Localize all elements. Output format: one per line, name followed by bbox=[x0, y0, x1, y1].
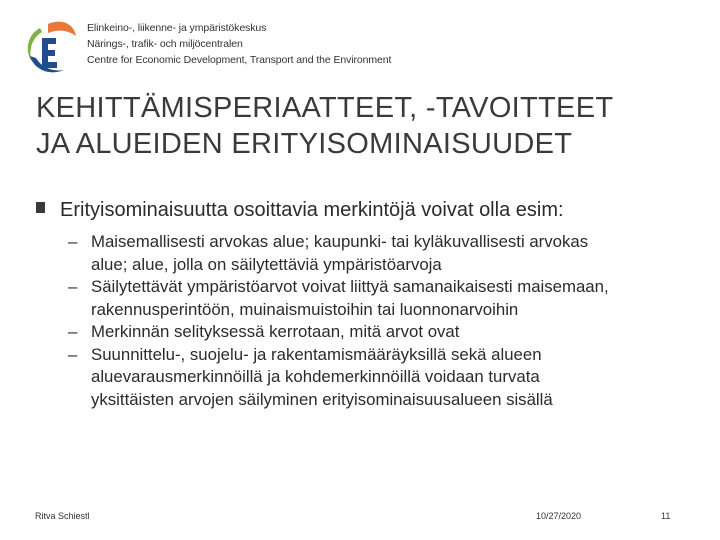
dash-bullet: – bbox=[68, 322, 78, 341]
org-names bbox=[87, 20, 391, 68]
ely-logo-mark bbox=[18, 16, 78, 78]
sub-bullet-line: aluevarausmerkinnöillä ja kohdemerkinnöillä voidaan turvata bbox=[91, 367, 540, 386]
slide-title-line: JA ALUEIDEN ERITYISOMINAISUUDET bbox=[36, 128, 573, 160]
slide-title bbox=[36, 90, 696, 162]
dash-bullet: – bbox=[68, 277, 78, 296]
footer-date: 10/27/2020 bbox=[536, 511, 582, 521]
sub-bullet-line: Säilytettävät ympäristöarvot voivat liittyä samanaikaisesti maisemaan, bbox=[91, 277, 609, 296]
sub-bullet-line: Suunnittelu-, suojelu- ja rakentamismääräyksillä sekä alueen bbox=[91, 344, 542, 364]
sub-bullet-line: rakennusperintöön, muinaismuistoihin tai luonnonarvoihin bbox=[91, 299, 519, 319]
sub-bullet-line: yksittäisten arvojen säilyminen erityisominaisuusalueen sisällä bbox=[91, 389, 553, 409]
sub-bullet bbox=[68, 321, 718, 344]
dash-bullet: – bbox=[68, 232, 78, 251]
footer-page-number: 11 bbox=[661, 511, 671, 521]
square-bullet-icon bbox=[36, 202, 45, 213]
sub-bullet-list bbox=[68, 231, 718, 411]
sub-bullet bbox=[68, 344, 718, 412]
dash-bullet: – bbox=[68, 344, 78, 364]
sub-bullet-line: alue; alue, jolla on säilytettäviä ympäristöarvoja bbox=[91, 254, 442, 274]
sub-bullet-line: Maisemallisesti arvokas alue; kaupunki- tai kyläkuvallisesti arvokas bbox=[91, 232, 589, 251]
org-name-fi: Elinkeino-, liikenne- ja ympäristökeskus bbox=[87, 22, 267, 34]
sub-bullet-line: Merkinnän selityksessä kerrotaan, mitä arvot ovat bbox=[91, 322, 460, 341]
slide-title-line: KEHITTÄMISPERIAATTEET, -TAVOITTEET bbox=[36, 92, 614, 124]
sub-bullet bbox=[68, 276, 718, 321]
org-name-en: Centre for Economic Development, Transport and the Environment bbox=[87, 54, 392, 66]
org-name-sv: Närings-, trafik- och miljöcentralen bbox=[87, 38, 243, 50]
footer-author: Ritva Schiestl bbox=[35, 511, 90, 521]
sub-bullet bbox=[68, 231, 718, 276]
main-bullet-text: Erityisominaisuutta osoittavia merkintöjä voivat olla esim: bbox=[60, 199, 564, 221]
